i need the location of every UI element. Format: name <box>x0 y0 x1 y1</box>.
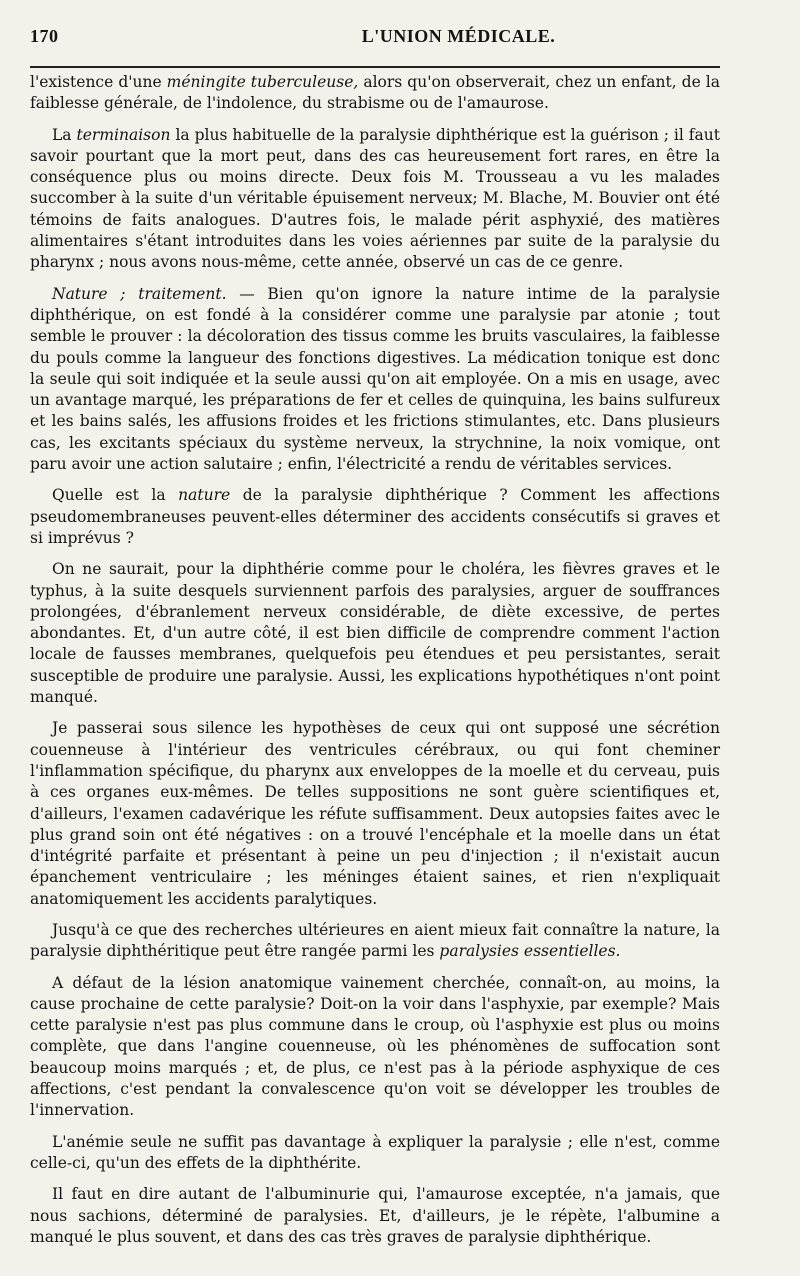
text-run: L'anémie seule ne suffit pas davantage à expliquer la paralysie ; elle n'est, comme celle-ci, qu'un des effets de la diphthérite. <box>30 1132 720 1172</box>
text-run: l'existence d'une <box>30 73 167 91</box>
text-run-italic: Nature ; traitement. <box>52 284 227 303</box>
paragraph <box>30 485 720 549</box>
text-run: de la paralysie diphthérique ? Comment les affections pseudomembraneuses peuvent-elles déterminer des accidents consécutifs si graves et si imprévus ? <box>30 486 720 547</box>
page-header <box>30 26 722 52</box>
paragraph <box>30 1132 720 1175</box>
text-run: alors qu'on observerait, chez un enfant, de la faiblesse générale, de l'indolence, du strabisme ou de l'amaurose. <box>30 73 720 113</box>
paragraph <box>30 284 720 476</box>
text-run-italic: nature <box>178 486 231 505</box>
text-run: — Bien qu'on ignore la nature intime de la paralysie diphthérique, on est fondé à la considérer comme une paralysie par atonie ; tout semble le prouver : la décoloration des tissus comme les bruits vasculaires, la faiblesse du pouls comme la langueur des fonctions digestives. La médication tonique est donc la seule qui soit indiquée et la seule aussi qu'on ait employée. On a mis en usage, avec un avantage marqué, les préparations de fer et celles de quinquina, les bains sulfureux et les bains salés, les affusions froides et les frictions stimulantes, etc. Dans plusieurs cas, les excitants spéciaux du système nerveux, la strychnine, la noix vomique, ont paru avoir une action salutaire ; enfin, l'électricité a rendu de véritables services. <box>30 284 720 474</box>
text-run: Jusqu'à ce que des recherches ultérieures en aient mieux fait connaître la nature, la paralysie diphthéritique peut être rangée parmi les <box>30 920 720 961</box>
paragraph <box>30 1184 720 1248</box>
paragraph <box>30 125 720 274</box>
paragraph <box>30 718 720 910</box>
text-run: Je passerai sous silence les hypothèses de ceux qui ont supposé une sécrétion couenneuse à l'intérieur des ventricules cérébraux, ou qui font cheminer l'inflammation spécifique, du pharynx aux enveloppes de la moelle et du cerveau, puis à ces organes eux-mêmes. De telles suppositions ne sont guère scientifiques et, d'ailleurs, l'examen cadavérique les réfute suffisamment. Deux autopsies faites avec le plus grand soin ont été négatives : on a trouvé l'encéphale et la moelle dans un état d'intégrité parfaite et présentant à peine un peu d'injection ; il n'existait aucun épanchement ventriculaire ; les méninges étaient saines, et rien n'expliquait anatomiquement les accidents paralytiques. <box>30 719 720 908</box>
article-body <box>30 72 722 1248</box>
text-run: On ne saurait, pour la diphthérie comme pour le choléra, les fièvres graves et le typhus, à la suite desquels surviennent parfois des paralysies, arguer de souffrances prolongées, d'ébranlement nerveux considérable, de diète excessive, de pertes abondantes. Et, d'un autre côté, il est bien difficile de comprendre comment l'action locale de fausses membranes, quelquefois peu étendues et peu persistantes, serait susceptible de produire une paralysie. Aussi, les explications hypothétiques n'ont point manqué. <box>30 560 720 707</box>
text-run-italic: terminaison <box>76 125 171 144</box>
paragraph <box>30 72 720 115</box>
header-rule <box>30 66 720 68</box>
page-number: 170 <box>30 26 59 46</box>
journal-title: L'UNION MÉDICALE. <box>361 26 556 46</box>
text-run: La <box>52 125 77 144</box>
paragraph <box>30 920 720 963</box>
text-run-italic: paralysies essentielles. <box>439 942 621 961</box>
text-run: Quelle est la <box>52 486 179 505</box>
text-run: A défaut de la lésion anatomique vainement cherchée, connaît-on, au moins, la cause prochaine de cette paralysie? Doit-on la voir dans l'asphyxie, par exemple? Mais cette paralysie n'est pas plus commune dans le croup, où l'asphyxie est plus ou moins complète, que dans l'angine couenneuse, où les phénomènes de suffocation sont beaucoup moins marqués ; et, de plus, ce n'est pas à la période asphyxique de ces affections, c'est pendant la convalescence qu'on voit se développer les troubles de l'innervation. <box>30 973 720 1120</box>
paragraph <box>30 559 720 708</box>
paragraph <box>30 973 720 1122</box>
text-run-italic: méningite tuberculeuse, <box>166 73 359 91</box>
text-run: Il faut en dire autant de l'albuminurie qui, l'amaurose exceptée, n'a jamais, que nous sachions, déterminé de paralysies. Et, d'ailleurs, je le répète, l'albumine a manqué le plus souvent, et dans des cas très graves de paralysie diphthérique. <box>30 1185 720 1246</box>
text-run: la plus habituelle de la paralysie diphthérique est la guérison ; il faut savoir pourtant que la mort peut, dans des cas heureusement fort rares, en être la conséquence plus ou moins directe. Deux fois M. Trousseau a vu les malades succomber à la suite d'un véritable épuisement nerveux; M. Blache, M. Bouvier ont été témoins de faits analogues. D'autres fois, le malade périt asphyxié, des matières alimentaires s'étant introduites dans les voies aériennes par suite de la paralysie du pharynx ; nous avons nous-même, cette année, observé un cas de ce genre. <box>30 125 720 272</box>
